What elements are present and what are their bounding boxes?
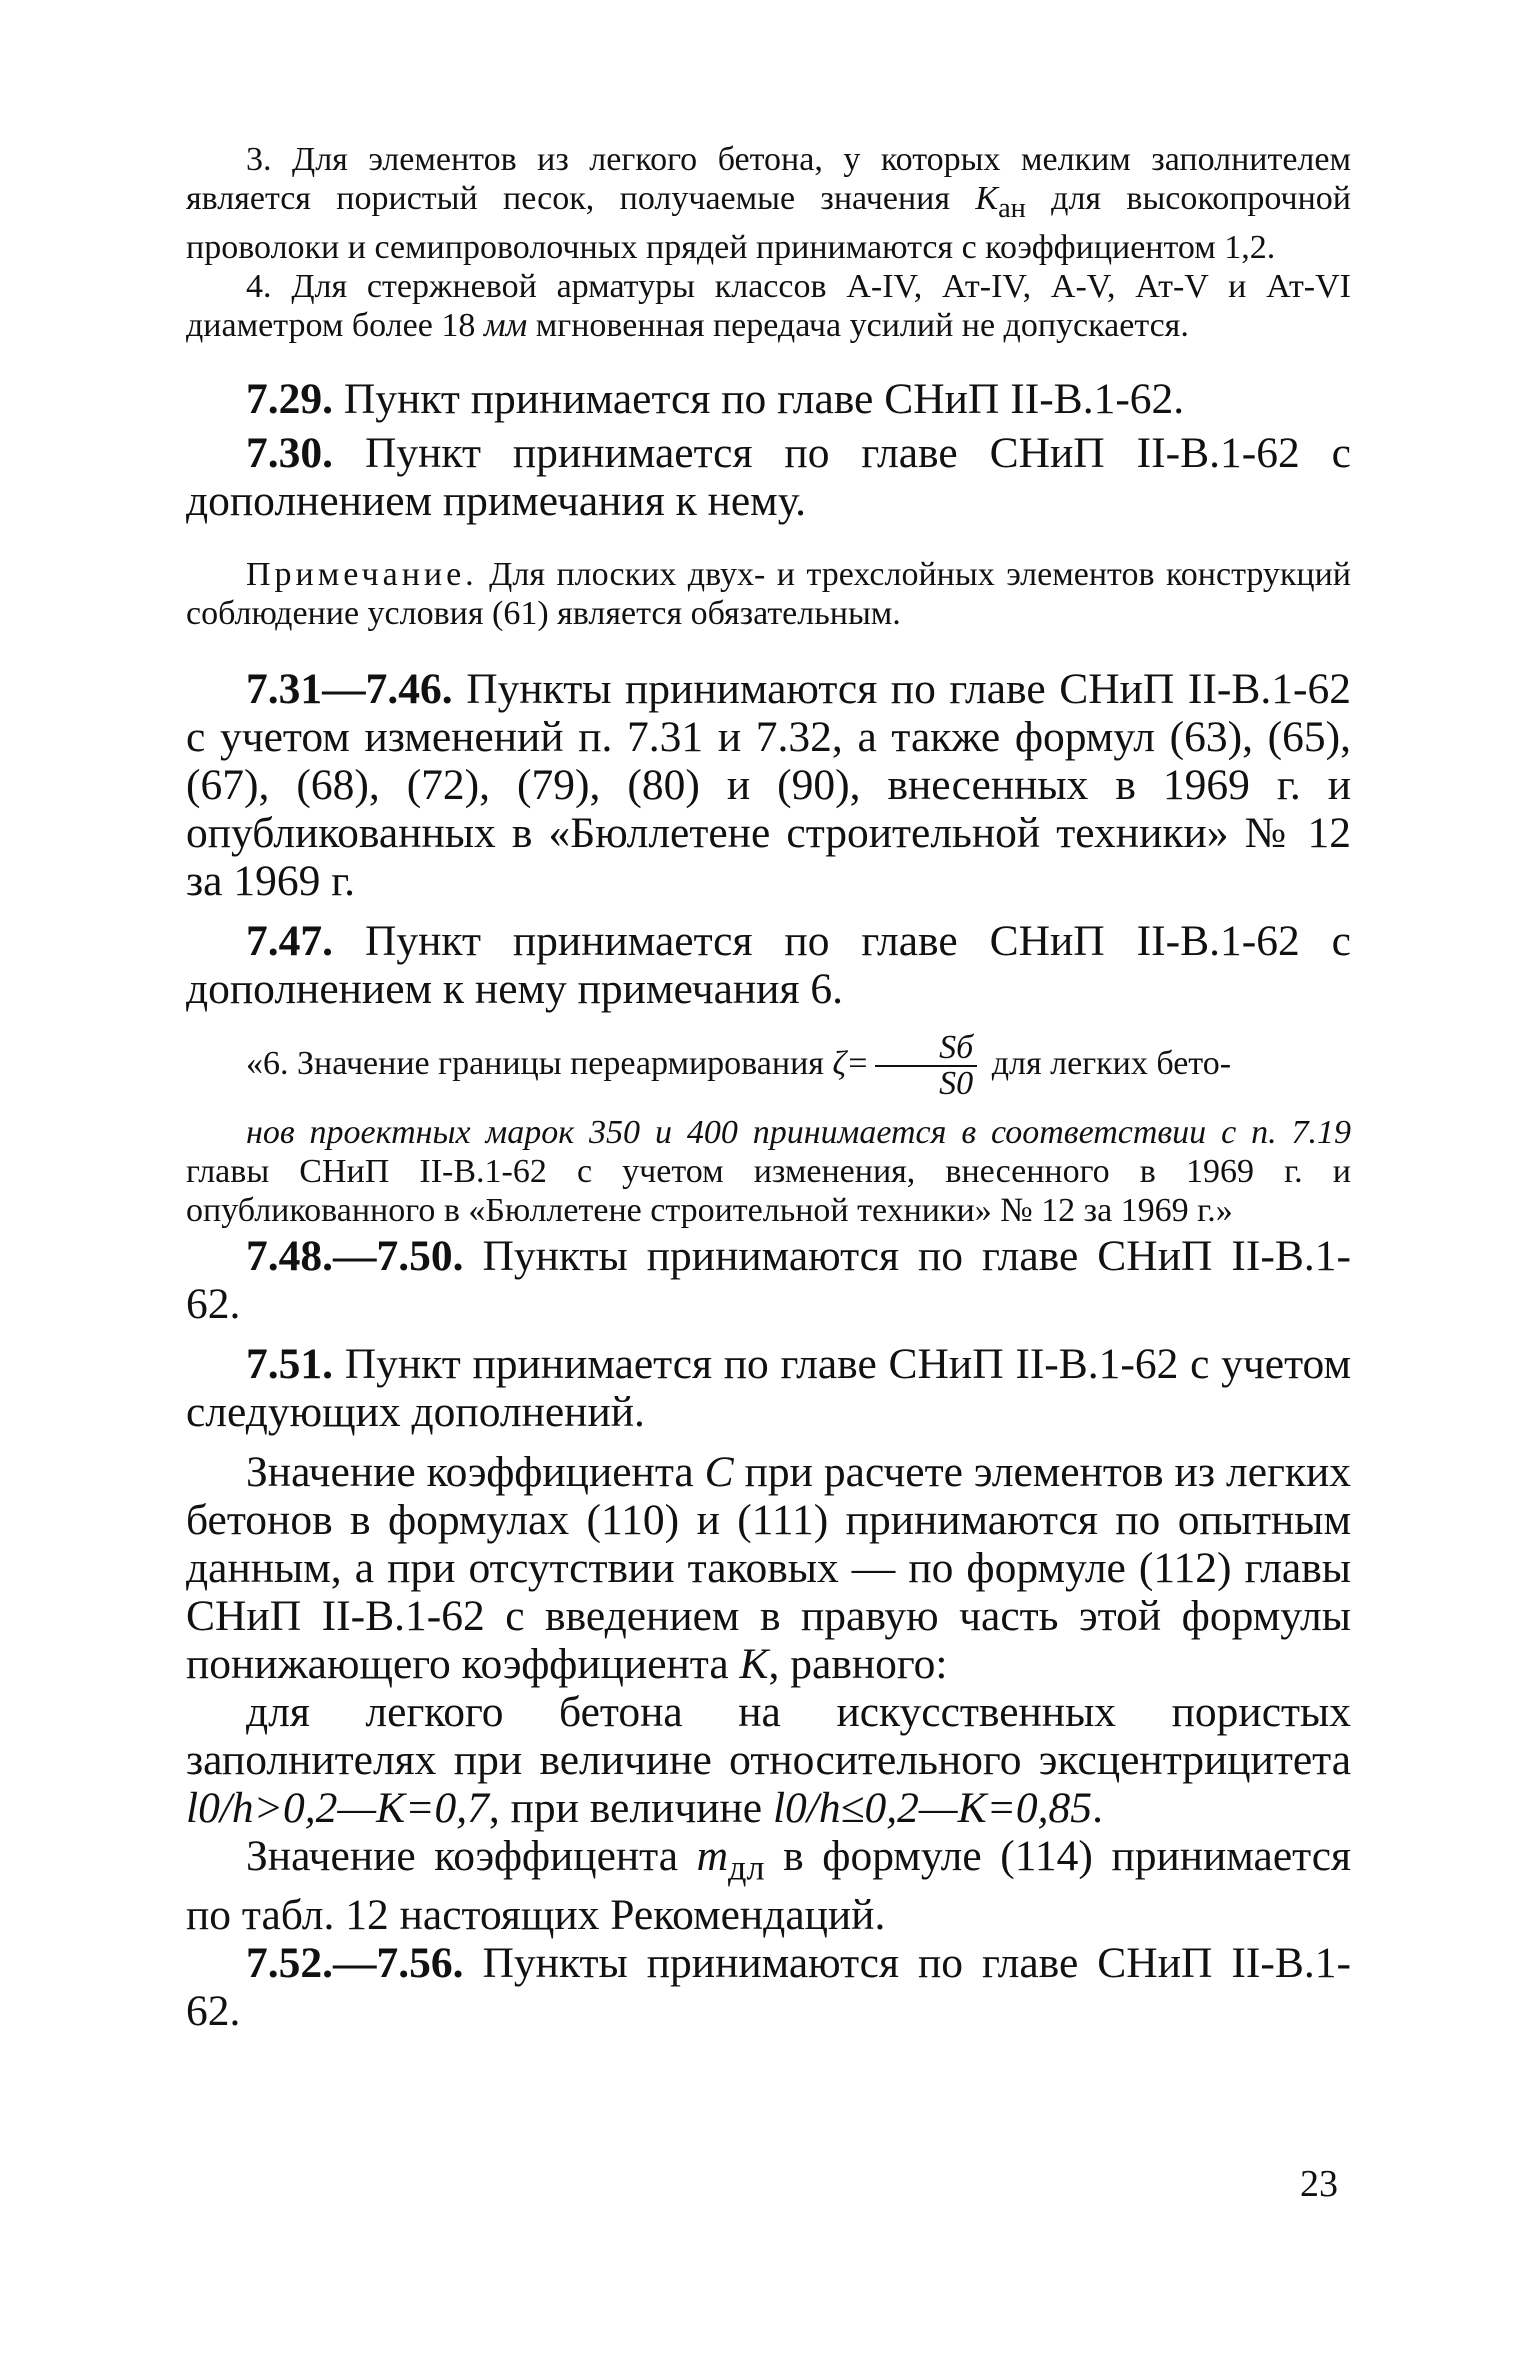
note-3: 3. Для элементов из легкого бетона, у которых мелким заполнителем является пористый песок, получаемые значения $K_{ан}$ для высокопрочной проволоки и семипроволочных прядей принимаются с коэффициентом 1,2.	[186, 141, 1351, 266]
section-7-29: 7.29. Пункт принимается по главе СНиП II-В.1-62.	[246, 374, 1185, 423]
page-number: 23	[1300, 2163, 1338, 2205]
paragraph-light-concrete: для легкого бетона на искусственных пористых заполнителях при величине относительного эксцентрицитета l0/h>0,2—K=0,7, при величине l0/h≤0,2—K=0,85.	[186, 1687, 1351, 1832]
paragraph-coefficient-m: Значение коэффицента $m_{дл}$ в формуле (114) принимается по табл. 12 настоящих Рекомендаций.	[186, 1831, 1352, 1940]
document-page	[186, 140, 1351, 2035]
section-7-52-7-56: 7.52.—7.56. Пункты принимаются по главе СНиП II-В.1-62.	[186, 1939, 1351, 2036]
paragraph-coefficient-c: Значение коэффициента C при расчете элементов из легких бетонов в формулах (110) и (111) принимаются по опытным данным, а при отсутствии таковых — по формуле (112) главы СНиП II-В.1-62 с введением в правую часть этой формулы понижающего коэффициента K, равного:	[186, 1447, 1352, 1688]
note-4: 4. Для стержневой арматуры классов А-IV, Ат-IV, А-V, Ат-V и Ат-VI диаметром более 18 мм мгновенная передача усилий не допускается.	[186, 267, 1351, 344]
note-6-formula: «6. Значение границы переармирования ζ= $\frac{Sб}{S0}$ для легких бето-	[246, 1028, 1232, 1102]
section-7-30: 7.30. Пункт принимается по главе СНиП II-В.1-62 с дополнением примечания к нему.	[186, 428, 1351, 525]
section-7-31-7-46: 7.31—7.46. Пункты принимаются по главе СНиП II-В.1-62 с учетом изменений п. 7.31 и 7.32, а также формул (63), (65), (67), (68), (72), (79), (80) и (90), внесенных в 1969 г. и опубликованных в «Бюллетене строительной техники» № 12 за 1969 г.	[186, 664, 1351, 905]
fraction: $\frac{Sб}{S0}$	[875, 1031, 977, 1101]
section-7-47: 7.47. Пункт принимается по главе СНиП II-В.1-62 с дополнением к нему примечания 6.	[186, 916, 1351, 1013]
k-symbol: K	[975, 180, 999, 217]
section-7-48-7-50: 7.48.—7.50. Пункты принимаются по главе СНиП II-В.1-62.	[186, 1231, 1351, 1328]
note-6-body: нов проектных марок 350 и 400 принимается в соответствии с п. 7.19 главы СНиП II-В.1-62 с учетом изменения, внесенного в 1969 г. и опубликованного в «Бюллетене строительной техники» № 12 за 1969 г.»	[186, 1113, 1351, 1229]
section-7-51: 7.51. Пункт принимается по главе СНиП II-В.1-62 с учетом следующих дополнений.	[186, 1339, 1351, 1436]
remark: Примечание. Для плоских двух- и трехслойных элементов конструкций соблюдение условия (61) является обязательным.	[186, 555, 1351, 632]
